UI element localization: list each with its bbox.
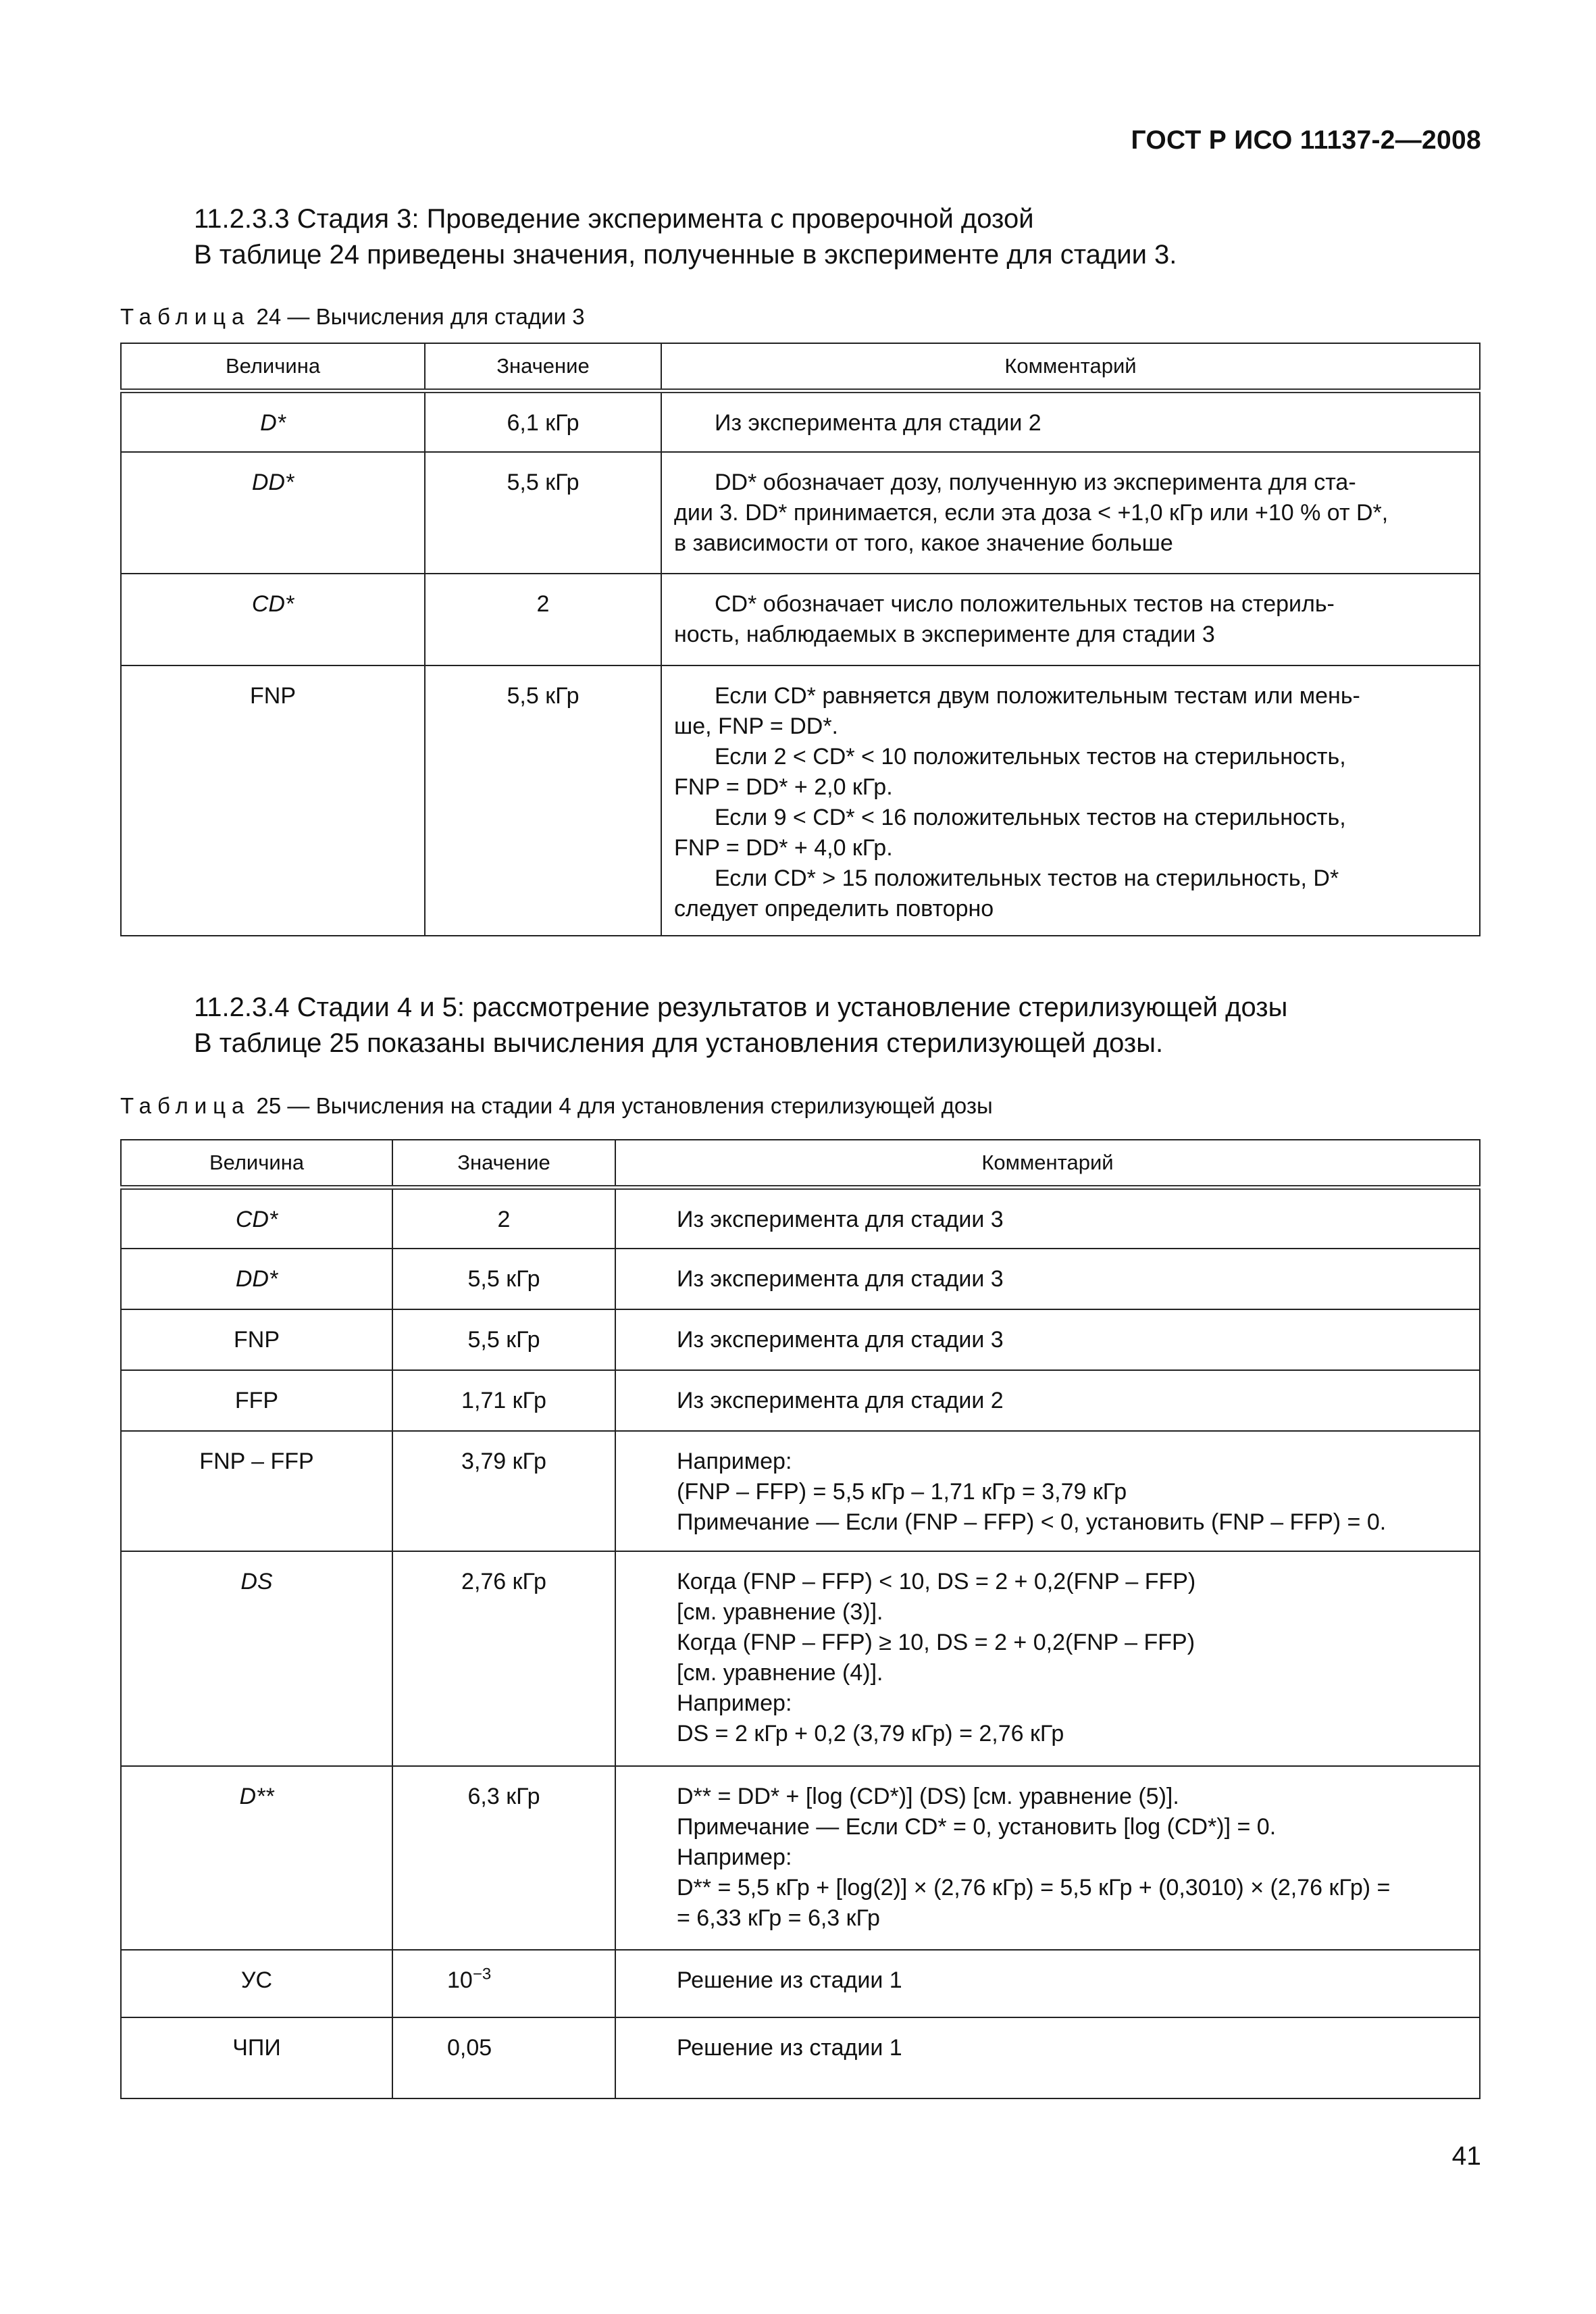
column-header: Значение	[425, 343, 661, 391]
comment-line: Примечание — Если CD* = 0, установить [log (CD*)] = 0.	[677, 1813, 1277, 1840]
quantity-cell: CD*	[121, 1188, 392, 1249]
comment-line: Если CD* равняется двум положительным тестам или мень-	[715, 682, 1360, 709]
table-25	[120, 1139, 1481, 2099]
table-header-row	[121, 343, 1480, 391]
comment-cell	[661, 574, 1480, 665]
comment-line: = 6,33 кГр = 6,3 кГр	[677, 1905, 880, 1931]
table-row	[121, 452, 1480, 574]
table-row	[121, 2017, 1480, 2098]
comment-line: Когда (FNP – FFP) < 10, DS = 2 + 0,2(FNP – FFP)	[677, 1568, 1196, 1594]
quantity-cell: D**	[121, 1766, 392, 1950]
comment-line: ность, наблюдаемых в эксперименте для стадии 3	[674, 621, 1215, 647]
comment-line: Когда (FNP – FFP) ≥ 10, DS = 2 + 0,2(FNP – FFP)	[677, 1629, 1195, 1655]
comment-line: CD* обозначает число положительных тестов на стериль-	[715, 590, 1335, 617]
comment-cell	[661, 391, 1480, 452]
comment-line: [см. уравнение (4)].	[677, 1659, 883, 1686]
comment-line: D** = DD* + [log (CD*)] (DS) [см. уравнение (5)].	[677, 1783, 1179, 1809]
comment-cell	[661, 665, 1480, 936]
table-row	[121, 391, 1480, 452]
table-25-caption	[120, 1093, 993, 1119]
table-row	[121, 574, 1480, 665]
comment-cell: Из эксперимента для стадии 3	[615, 1249, 1480, 1309]
column-header: Величина	[121, 343, 425, 391]
section-11-2-3-3	[194, 201, 1177, 273]
comment-line: дии 3. DD* принимается, если эта доза < +1,0 кГр или +10 % от D*,	[674, 499, 1389, 526]
value-cell	[392, 1950, 615, 2017]
comment-cell	[615, 1766, 1480, 1950]
comment-line: Например:	[677, 1690, 792, 1716]
value-cell: 5,5 кГр	[425, 665, 661, 936]
comment-line: [см. уравнение (3)].	[677, 1599, 883, 1625]
quantity-cell: DD*	[121, 452, 425, 574]
section-text: В таблице 24 приведены значения, полученные в эксперименте для стадии 3.	[194, 240, 1177, 270]
value-exponent: −3	[472, 1965, 492, 1984]
quantity-cell: D*	[121, 391, 425, 452]
table-24-caption	[120, 304, 585, 330]
comment-cell	[661, 452, 1480, 574]
comment-line: Примечание — Если (FNP – FFP) < 0, установить (FNP – FFP) = 0.	[677, 1509, 1387, 1535]
comment-line: ше, FNP = DD*.	[674, 713, 838, 739]
quantity-cell: CD*	[121, 574, 425, 665]
comment-cell: Решение из стадии 1	[615, 2017, 1480, 2098]
column-header: Комментарий	[615, 1140, 1480, 1188]
value-base: 10	[447, 1967, 473, 1993]
comment-line: Например:	[677, 1844, 792, 1870]
comment-cell	[615, 1551, 1480, 1766]
table-header-row	[121, 1140, 1480, 1188]
caption-prefix: Таблица	[120, 304, 251, 329]
comment-cell: Из эксперимента для стадии 2	[615, 1370, 1480, 1431]
table-row	[121, 1551, 1480, 1766]
document-header: ГОСТ Р ИСО 11137-2—2008	[1131, 126, 1481, 155]
section-text: В таблице 25 показаны вычисления для установления стерилизующей дозы.	[194, 1028, 1164, 1058]
comment-line: Из эксперимента для стадии 2	[715, 410, 1041, 436]
table-24	[120, 343, 1481, 936]
comment-cell: Из эксперимента для стадии 3	[615, 1188, 1480, 1249]
section-heading: 11.2.3.3 Стадия 3: Проведение эксперимента с проверочной дозой	[194, 204, 1034, 234]
section-heading: 11.2.3.4 Стадии 4 и 5: рассмотрение результатов и установление стерилизующей дозы	[194, 992, 1288, 1022]
table-row	[121, 1431, 1480, 1551]
value-cell: 1,71 кГр	[392, 1370, 615, 1431]
value-cell: 6,1 кГр	[425, 391, 661, 452]
column-header: Значение	[392, 1140, 615, 1188]
table-row	[121, 1370, 1480, 1431]
quantity-cell: FNP	[121, 665, 425, 936]
value-cell: 6,3 кГр	[392, 1766, 615, 1950]
quantity-cell: DD*	[121, 1249, 392, 1309]
table-row	[121, 1249, 1480, 1309]
value-cell: 2	[425, 574, 661, 665]
value-cell: 5,5 кГр	[392, 1309, 615, 1370]
quantity-cell: FNP – FFP	[121, 1431, 392, 1551]
caption-text: 25 — Вычисления на стадии 4 для установления стерилизующей дозы	[250, 1093, 993, 1118]
comment-cell: Из эксперимента для стадии 3	[615, 1309, 1480, 1370]
comment-line: Если 2 < CD* < 10 положительных тестов на стерильность,	[715, 743, 1346, 770]
table-row	[121, 1188, 1480, 1249]
comment-line: Например:	[677, 1448, 792, 1474]
comment-cell	[615, 1431, 1480, 1551]
table-row	[121, 665, 1480, 936]
value-cell: 2	[392, 1188, 615, 1249]
comment-cell: Решение из стадии 1	[615, 1950, 1480, 2017]
quantity-cell: DS	[121, 1551, 392, 1766]
comment-line: Если CD* > 15 положительных тестов на стерильность, D*	[715, 865, 1339, 891]
column-header: Комментарий	[661, 343, 1480, 391]
value-cell: 0,05	[392, 2017, 615, 2098]
table-row	[121, 1309, 1480, 1370]
comment-line: Если 9 < CD* < 16 положительных тестов на стерильность,	[715, 804, 1346, 830]
comment-line: DD* обозначает дозу, полученную из эксперимента для ста-	[715, 469, 1356, 495]
quantity-cell: ЧПИ	[121, 2017, 392, 2098]
column-header: Величина	[121, 1140, 392, 1188]
quantity-cell: FFP	[121, 1370, 392, 1431]
comment-line: следует определить повторно	[674, 895, 994, 922]
comment-line: (FNP – FFP) = 5,5 кГр – 1,71 кГр = 3,79 кГр	[677, 1478, 1127, 1505]
value-cell: 3,79 кГр	[392, 1431, 615, 1551]
section-11-2-3-4	[194, 990, 1287, 1061]
comment-line: FNP = DD* + 2,0 кГр.	[674, 774, 893, 800]
quantity-cell: УС	[121, 1950, 392, 2017]
comment-line: в зависимости от того, какое значение больше	[674, 530, 1173, 556]
caption-prefix: Таблица	[120, 1093, 251, 1118]
value-cell: 5,5 кГр	[392, 1249, 615, 1309]
quantity-cell: FNP	[121, 1309, 392, 1370]
comment-line: FNP = DD* + 4,0 кГр.	[674, 834, 893, 861]
page-number: 41	[1451, 2142, 1481, 2171]
caption-text: 24 — Вычисления для стадии 3	[250, 304, 585, 329]
comment-line: D** = 5,5 кГр + [log(2)] × (2,76 кГр) = 5,5 кГр + (0,3010) × (2,76 кГр) =	[677, 1874, 1391, 1901]
comment-line: DS = 2 кГр + 0,2 (3,79 кГр) = 2,76 кГр	[677, 1720, 1064, 1746]
value-cell: 2,76 кГр	[392, 1551, 615, 1766]
table-row	[121, 1950, 1480, 2017]
table-row	[121, 1766, 1480, 1950]
value-cell: 5,5 кГр	[425, 452, 661, 574]
